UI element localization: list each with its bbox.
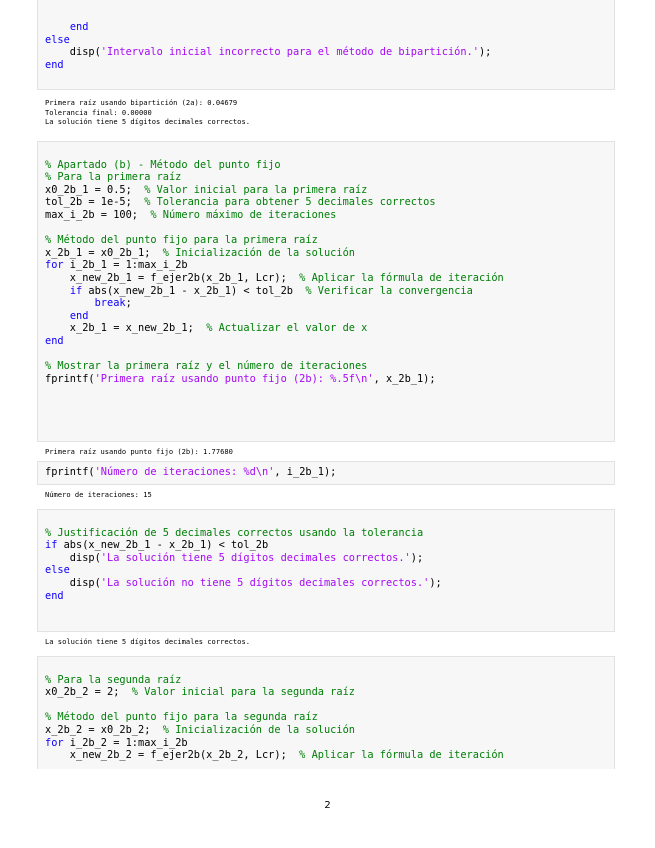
code-token: fprintf( [45,372,95,385]
code-token: break [94,297,126,310]
code-token: % Inicialización de la solución [162,246,355,259]
code-line [45,34,614,47]
code-token [45,297,95,309]
code-token: % Para la segunda raíz [45,673,182,686]
code-line [45,514,614,527]
code-line [45,466,614,479]
code-line [45,259,614,272]
output-line: Primera raíz usando bipartición (2a): 0.04679 [45,98,238,107]
code-token: % Número máximo de iteraciones [150,208,337,221]
code-token: x0_2b_2 = 2; [45,686,132,699]
code-token: , x_2b_1); [373,372,436,385]
code-token: % Actualizar el valor de x [206,322,368,335]
code-line [45,322,614,335]
code-token: % Tolerancia para obtener 5 decimales correctos [144,196,436,209]
code-token: else [45,33,70,46]
code-line [45,373,614,386]
code-line [45,661,614,674]
code-token: % Aplicar la fórmula de iteración [299,749,504,762]
code-token: % Mostrar la primera raíz y el número de iteraciones [45,360,368,373]
code-line [45,222,614,235]
code-token: disp( [45,46,101,59]
code-line [45,285,614,298]
code-token: ); [429,576,442,589]
code-token: else [45,564,70,577]
code-line [45,360,614,373]
page-number: 2 [324,800,331,811]
code-token: end [69,309,89,322]
code-token: disp( [45,576,101,589]
output-line: Tolerancia final: 0.00000 [45,107,152,117]
code-token: % Aplicar la fórmula de iteración [299,271,504,284]
code-block-fixed-point-second-root [37,656,615,769]
code-token: ); [410,551,424,564]
code-line [45,577,614,590]
code-token: end [45,334,64,347]
code-line [45,737,614,750]
code-token: ; [125,297,132,310]
code-line [45,552,614,565]
code-line [45,184,614,197]
code-line [45,21,614,34]
code-token: end [69,21,89,33]
code-line [45,348,614,361]
code-token: i_2b_1 = 1:max_i_2b [63,259,188,272]
output-line: La solución tiene 5 dígitos decimales correctos. [45,637,250,646]
code-token [45,310,70,322]
code-token: disp( [45,551,101,564]
code-line [45,527,614,540]
code-token: max_i_2b = 100; [45,208,151,221]
output-iterations [45,490,152,500]
code-token: fprintf( [45,466,95,478]
code-token: i_2b_2 = 1:max_i_2b [63,736,188,749]
code-token: , i_2b_1); [274,466,337,478]
code-token: 'Primera raíz usando punto fijo (2b): %.5f\n' [94,372,374,385]
code-token: % Método del punto fijo para la segunda raíz [45,711,318,724]
code-line [45,209,614,222]
code-token: x_new_2b_2 = f_ejer2b(x_2b_2, Lcr); [45,749,300,762]
output-line: Primera raíz usando punto fijo (2b): 1.77680 [45,447,233,456]
code-token: % Valor inicial para la primera raíz [144,183,368,196]
code-line [45,171,614,184]
output-bipartition-result [45,98,250,127]
code-token: x_2b_1 = x0_2b_1; [45,246,163,259]
code-token: % Justificación de 5 decimales correctos usando la tolerancia [45,526,424,539]
code-line [45,159,614,172]
code-token: tol_2b = 1e-5; [45,196,145,209]
code-token: % Apartado (b) - Método del punto fijo [45,158,281,171]
code-line [45,686,614,699]
output-line: Número de iteraciones: 15 [45,490,152,499]
code-token [45,285,70,297]
code-line [45,59,614,72]
code-token: abs(x_new_2b_1 - x_2b_1) < tol_2b [57,539,269,552]
code-line [45,674,614,687]
output-justification [45,637,250,647]
output-line: La solución tiene 5 dígitos decimales correctos. [45,117,250,126]
code-line [45,247,614,260]
code-line [45,724,614,737]
code-line [45,272,614,285]
code-token: for [45,259,64,272]
code-token: % Inicialización de la solución [162,723,355,736]
code-token: x_2b_1 = x_new_2b_1; [45,322,207,335]
code-token: for [45,736,64,749]
code-token: x_2b_2 = x0_2b_2; [45,723,163,736]
code-line [45,539,614,552]
code-line [45,297,614,310]
code-token: 'La solución no tiene 5 dígitos decimales correctos.' [100,576,430,589]
code-token: 'Número de iteraciones: %d\n' [94,466,275,478]
code-line [45,196,614,209]
code-token [45,21,70,33]
code-line [45,146,614,159]
code-token: end [45,58,64,71]
code-line [45,590,614,603]
code-line [45,234,614,247]
code-block-justification [37,509,615,632]
code-token: % Valor inicial para la segunda raíz [131,686,355,699]
code-line [45,749,614,762]
code-token: 'Intervalo inicial incorrecto para el método de bipartición.' [100,46,479,59]
code-line [45,564,614,577]
code-token: abs(x_new_2b_1 - x_2b_1) < tol_2b [82,284,306,297]
code-token: if [69,284,83,297]
code-block-bipartition-end [37,0,615,90]
code-token: x_new_2b_1 = f_ejer2b(x_2b_1, Lcr); [45,271,300,284]
code-token: if [45,539,58,552]
code-line [45,699,614,712]
code-block-fixed-point-first-root [37,141,615,442]
code-line [45,335,614,348]
code-token: x0_2b_1 = 0.5; [45,183,145,196]
code-block-fprintf-iterations [37,461,615,485]
code-token: % Verificar la convergencia [305,284,473,297]
code-line [45,310,614,323]
code-token: end [45,589,64,602]
code-token: % Para la primera raíz [45,171,182,184]
output-first-root [45,447,233,457]
code-line [45,46,614,59]
code-line [45,711,614,724]
code-token: % Método del punto fijo para la primera raíz [45,234,318,247]
code-token: ); [478,46,492,59]
code-token: 'La solución tiene 5 dígitos decimales correctos.' [100,551,411,564]
